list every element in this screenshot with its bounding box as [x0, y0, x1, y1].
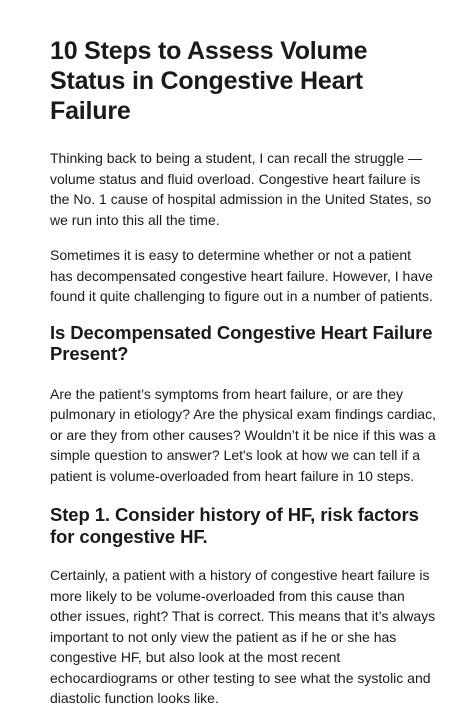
intro-paragraph-1: Thinking back to being a student, I can recall the struggle — volume status and fluid overload. Congestive heart failure is the No. 1 cause of hospital admission in the United States, so we run into this all the time.: [50, 150, 432, 228]
section-body-step-1: Certainly, a patient with a history of congestive heart failure is more likely to be volume-overloaded from this cause than other issues, right? That is correct. This means that it’s always important to not only view the patient as if he or she has congestive HF, but also look at the most recent echocardiograms or other testing to see what the systolic and diastolic function looks like.: [50, 567, 436, 706]
section-heading-decompensated-chf: Is Decompensated Congestive Heart Failure Present?: [50, 321, 433, 364]
intro-paragraph-2: Sometimes it is easy to determine whether or not a patient has decompensated congestive heart failure. However, I have found it quite challenging to figure out in a number of patients.: [50, 247, 433, 304]
article-title: 10 Steps to Assess Volume Status in Congestive Heart Failure: [50, 37, 368, 125]
section-heading-step-1: Step 1. Consider history of HF, risk factors for congestive HF.: [50, 504, 419, 547]
section-body-decompensated-chf: Are the patient’s symptoms from heart failure, or are they pulmonary in etiology? Are the physical exam findings cardiac, or are they from other causes? Wouldn’t it be nice if this was a simple question to answer? Let's look at how we can tell if a patient is volume-overloaded from heart failure in 10 steps.: [50, 385, 436, 484]
